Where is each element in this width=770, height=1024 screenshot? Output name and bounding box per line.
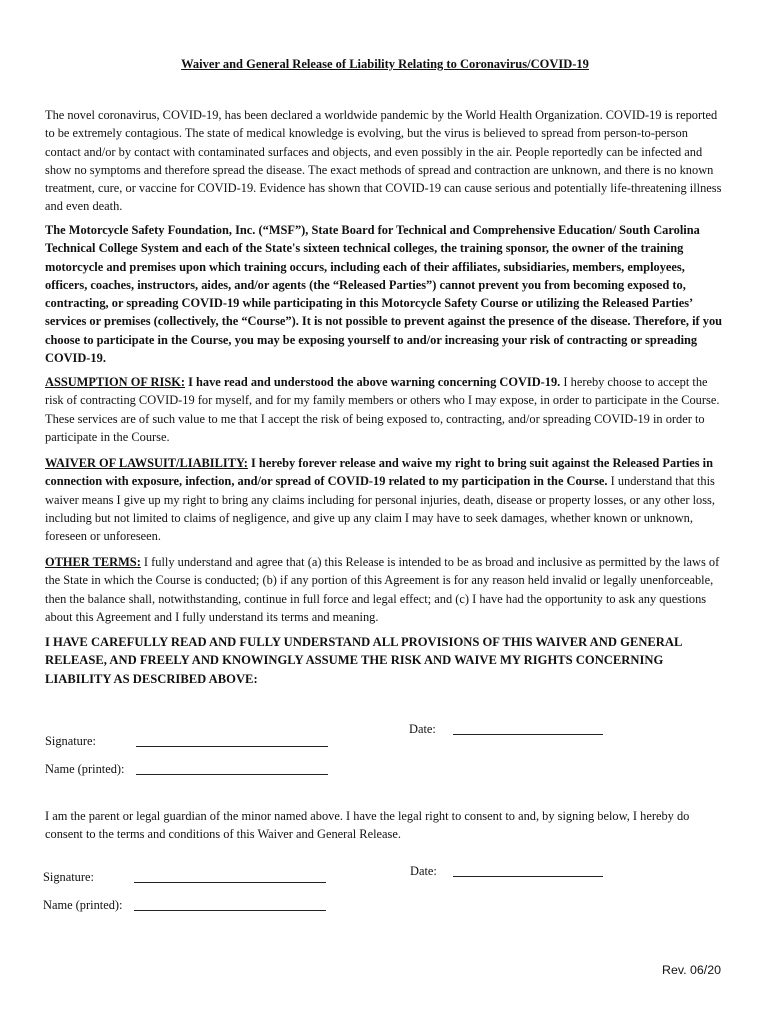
guardian-name-line[interactable] bbox=[134, 910, 326, 911]
revision-label: Rev. 06/20 bbox=[662, 963, 722, 977]
other-terms-heading: OTHER TERMS: bbox=[45, 555, 141, 569]
guardian-date-line[interactable] bbox=[453, 876, 603, 877]
document-title: Waiver and General Release of Liability Relating to Coronavirus/COVID-19 bbox=[181, 57, 589, 71]
assumption-of-risk-paragraph bbox=[45, 373, 725, 446]
participant-signature-label: Signature: bbox=[45, 734, 96, 748]
waiver-of-lawsuit-heading: WAIVER OF LAWSUIT/LIABILITY: bbox=[45, 456, 248, 470]
assumption-of-risk-text: I hereby choose to accept the risk of contracting COVID-19 for myself, and for my family members or others who I may expose, in order to participate in the Course. These services are of such value to me that I accept the risk of being exposed to, contracting, and/or spreading COVID-19 in order to participate in the Course. bbox=[45, 375, 720, 444]
participant-name-line[interactable] bbox=[136, 774, 328, 775]
guardian-signature-line[interactable] bbox=[134, 882, 326, 883]
guardian-signature-label: Signature: bbox=[43, 870, 94, 884]
other-terms-text: I fully understand and agree that (a) this Release is intended to be as broad and inclusive as permitted by the laws of the State in which the Course is conducted; (b) if any portion of this Agreement is for any reason held invalid or legally unenforceable, then the balance shall, notwithstanding, continue in full force and legal effect; and (c) I have had the opportunity to ask any questions about this Agreement and I fully understand its terms and meaning. bbox=[45, 555, 720, 624]
intro-paragraph: The novel coronavirus, COVID-19, has been declared a worldwide pandemic by the World Health Organization. COVID-19 is reported to be extremely contagious. The state of medical knowledge is evolving, but the virus is believed to spread from person-to-person contact and/or by contact with contaminated surfaces and objects, and even possibly in the air. People reportedly can be infected and show no symptoms and therefore spread the disease. The exact methods of spread and contraction are unknown, and there is no known treatment, cure, or vaccine for COVID-19. Evidence has shown that COVID-19 can cause serious and potentially life-threatening illness and even death. bbox=[45, 108, 722, 214]
guardian-date-label: Date: bbox=[410, 864, 437, 878]
acknowledgement-paragraph: I HAVE CAREFULLY READ AND FULLY UNDERSTAND ALL PROVISIONS OF THIS WAIVER AND GENERAL RELEASE, AND FREELY AND KNOWINGLY ASSUME THE RISK AND WAIVE MY RIGHTS CONCERNING LIABILITY AS DESCRIBED ABOVE: bbox=[45, 635, 682, 686]
guardian-consent-paragraph: I am the parent or legal guardian of the minor named above. I have the legal right to consent to and, by signing below, I hereby do consent to the terms and conditions of this Waiver and General Release. bbox=[45, 809, 690, 842]
waiver-of-lawsuit-text: I understand that this waiver means I give up my right to bring any claims including for personal injuries, death, disease or property losses, or any other loss, including but not limited to claims of negligence, and give up any claim I may have to seek damages, whether known or unknown, foreseen or unforeseen. bbox=[45, 474, 715, 544]
assumption-of-risk-heading: ASSUMPTION OF RISK: bbox=[45, 375, 185, 389]
participant-date-line[interactable] bbox=[453, 734, 603, 735]
waiver-of-lawsuit-bold: I hereby forever release and waive my right to bring suit against the Released Parties in connection with exposure, infection, and/or spread of COVID-19 related to my participation in the Course. bbox=[45, 456, 713, 489]
participant-date-label: Date: bbox=[409, 722, 436, 736]
guardian-name-label: Name (printed): bbox=[43, 898, 123, 912]
participant-name-label: Name (printed): bbox=[45, 762, 125, 776]
assumption-of-risk-bold: I have read and understood the above warning concerning COVID-19. bbox=[184, 375, 561, 389]
other-terms-paragraph bbox=[45, 553, 725, 626]
participant-signature-line[interactable] bbox=[136, 746, 328, 747]
released-parties-paragraph: The Motorcycle Safety Foundation, Inc. (“MSF”), State Board for Technical and Comprehensive Education/ South Carolina Technical College System and each of the State's sixteen technical colleges, the training sponsor, the owner of the training motorcycle and premises upon which training occurs, including each of their affiliates, subsidiaries, members, employees, officers, coaches, instructors, aides, and/or agents (the “Released Parties”) cannot prevent you from becoming exposed to, contracting, or spreading COVID-19 while participating in this Motorcycle Safety Course or utilizing the Released Parties’ services or premises (collectively, the “Course”). It is not possible to prevent against the presence of the disease. Therefore, if you choose to participate in the Course, you may be exposing yourself to and/or increasing your risk of contracting or spreading COVID-19. bbox=[45, 223, 723, 366]
waiver-of-lawsuit-paragraph bbox=[45, 454, 725, 545]
